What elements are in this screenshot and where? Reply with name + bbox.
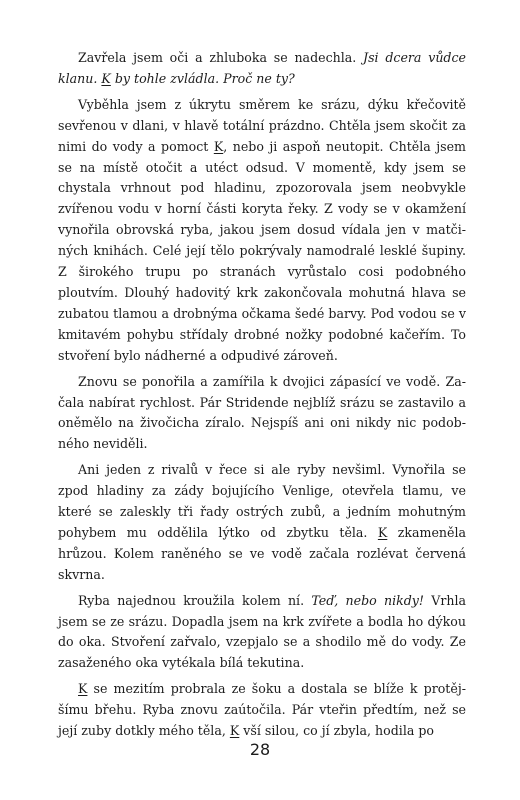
text-run: Vrhla jsem se ze srázu. Dopadla jsem na krk zvířete a bodla ho dýkou do oka. Stvoření zařvalo, vzepjalo se a shodilo mě do vody. Ze zasaženého oka vytékala bílá tekutina. bbox=[58, 592, 466, 671]
text-run: K bbox=[78, 681, 88, 697]
page-number: 28 bbox=[249, 740, 271, 759]
book-page-text bbox=[58, 48, 466, 747]
text-run: vší silou, co jí zbyla, hodila po bbox=[239, 723, 435, 739]
text-run: K bbox=[213, 138, 224, 154]
text-run: Zavřela jsem oči a zhluboka se nadechla. bbox=[78, 50, 364, 65]
text-run: K bbox=[229, 723, 240, 739]
text-run: Jsi dcera vůdce klanu. bbox=[58, 50, 466, 86]
text-run: , nebo ji aspoň neutopit. Chtěla jsem se na místě otočit a utéct odsud. V momentě, kdy jsem se chystala vrhnout pod hladinu, zpozorovala jsem neobvykle zvířenou vodu v horní části koryta řeky. Z vody se v okamžení vynořila obrovská ryba, jakou jsem dosud vídala jen v matčiných knihách. Celé její tělo pokrývaly namodralé lesklé šupiny. Z širokého trupu po stranách vyrůstalo cosi podobného ploutvím. Dlouhý hadovitý krk zakončovala mohutná hlava se zubatou tlamou a drobnýma očkama šedé barvy. Pod vodou se v kmitavém pohybu střídaly drobné nožky podobné kačeřím. To stvoření bylo nádherné a odpudivé zároveň. bbox=[58, 138, 467, 363]
paragraph bbox=[58, 591, 466, 675]
text-run: Ani jeden z rivalů v řece si ale ryby nevšiml. Vynořila se zpod hladiny za zády bojujícího Venlige, otevřela tlamu, ve které se zaleskly tři řady ostrých zubů, a jedním mohutným pohybem mu oddělila lýtko od zbytku těla. bbox=[58, 462, 466, 540]
text-run: by tohle zvládla. Proč ne ty? bbox=[110, 70, 295, 86]
paragraph bbox=[58, 679, 466, 742]
text-run: Znovu se ponořila a zamířila k dvojici zápasící ve vodě. Začala nabírat rychlost. Pár Stridende nejblíž srázu se zastavilo a oněmělo na živočicha zíralo. Nejspíš ani oni nikdy nic podobného neviděli. bbox=[58, 373, 466, 452]
text-run: zkameněla hrůzou. Kolem raněného se ve vodě začala rozlévat červená skvrna. bbox=[58, 524, 466, 582]
text-run: Vyběhla jsem z úkrytu směrem ke srázu, dýku křečovitě sevřenou v dlani, v hlavě totální prázdno. Chtěla jsem skočit za nimi do vody a pomoct bbox=[58, 96, 466, 154]
paragraph bbox=[58, 372, 466, 456]
paragraph bbox=[58, 48, 466, 90]
text-run: Teď, nebo nikdy! bbox=[311, 592, 424, 608]
paragraph bbox=[58, 460, 466, 585]
text-run: Ryba najednou kroužila kolem ní. bbox=[78, 592, 312, 608]
text-run: se mezitím probrala ze šoku a dostala se blíže k protějšímu břehu. Ryba znovu zaútočila. Pár vteřin předtím, než se její zuby dotkly mého těla, bbox=[58, 681, 466, 739]
text-run: K bbox=[377, 524, 388, 540]
paragraph bbox=[58, 95, 466, 367]
text-run: K bbox=[101, 70, 111, 86]
